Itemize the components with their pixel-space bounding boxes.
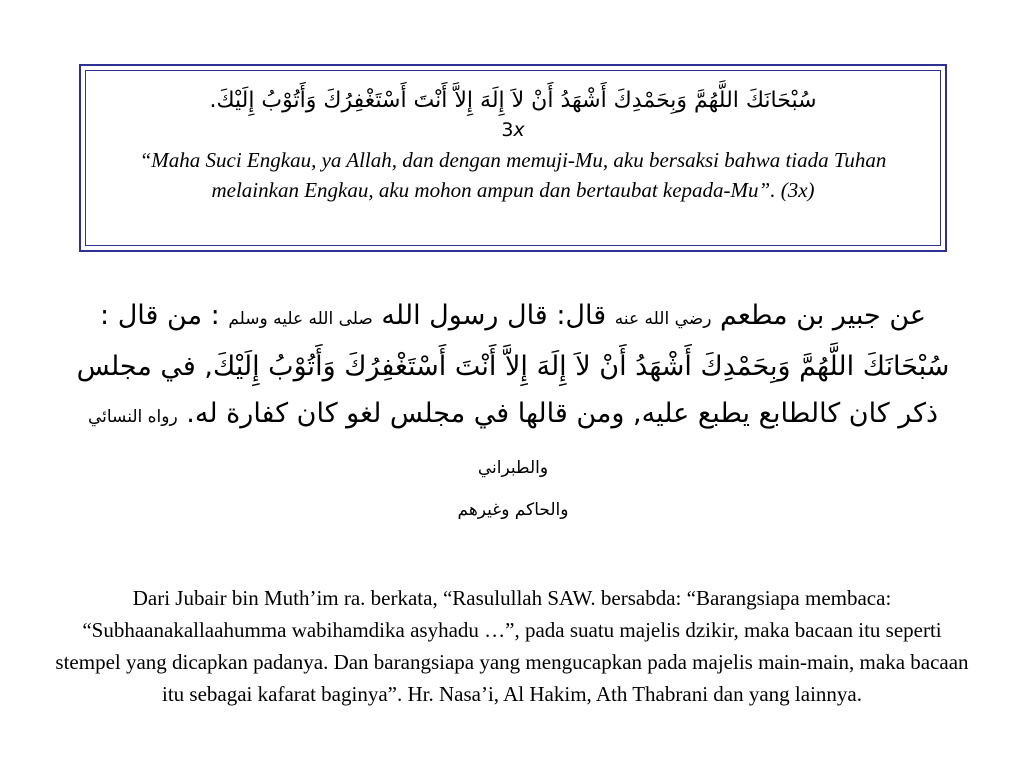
doa-count-number: 3 <box>501 119 514 141</box>
hadith-prophet: قال رسول الله <box>381 300 548 331</box>
doa-translation-text: “Maha Suci Engkau, ya Allah, dan dengan memuji-Mu, aku bersaksi bahwa tiada Tuhan melainkan Engkau, aku mohon ampun dan bertaubat kepada-Mu”. (3x) <box>139 148 887 202</box>
hadith-narrator: عن جبير بن مطعم <box>720 300 926 331</box>
hadith-others: والحاكم وغيرهم <box>457 500 569 520</box>
doa-frame-inner <box>85 70 941 246</box>
hadith-said: قال: <box>556 300 607 331</box>
hadith-translation-text: Dari Jubair bin Muth’im ra. berkata, “Rasulullah SAW. bersabda: “Barangsiapa membaca: “Subhaanakallaahumma wabihamdika asyhadu …”, pada suatu majelis dzikir, maka bacaan itu seperti stempel yang dicapkan padanya. Dan barangsiapa yang mengucapkan pada majelis main-main, maka bacaan itu sebagai kafarat baginya”. Hr. Nasa’i, Al Hakim, Ath Thabrani dan yang lainnya. <box>55 586 969 706</box>
hadith-body: : من قال : سُبْحَانَكَ اللَّهُمَّ وَبِحَمْدِكَ أَشْهَدُ أَنْ لاَ إِلَهَ إِلاَّ أَنْتَ أَسْتَغْفِرُكَ وَأَتُوْبُ إِلَيْكَ, في مجلس ذكر كان كالطابع يطبع عليه, ومن قالها في مجلس لغو كان كفارة له. <box>76 300 950 429</box>
doa-count-suffix: x <box>513 119 525 141</box>
hadith-salawat: صلى الله عليه وسلم <box>228 309 373 329</box>
hadith-arabic-block <box>60 292 966 526</box>
doa-arabic-text: سُبْحَانَكَ اللَّهُمَّ وَبِحَمْدِكَ أَشْهَدُ أَنْ لاَ إِلَهَ إِلاَّ أَنْتَ أَسْتَغْفِرُكَ وَأَتُوْبُ إِلَيْكَ. <box>209 88 817 113</box>
hadith-riwayat: رواه النسائي والطبراني <box>87 407 549 478</box>
hadith-arabic-text <box>60 292 966 492</box>
hadith-radhiyallah: رضي الله عنه <box>614 309 712 329</box>
doa-repeat-count <box>96 119 930 141</box>
doa-frame-outer <box>79 64 947 252</box>
